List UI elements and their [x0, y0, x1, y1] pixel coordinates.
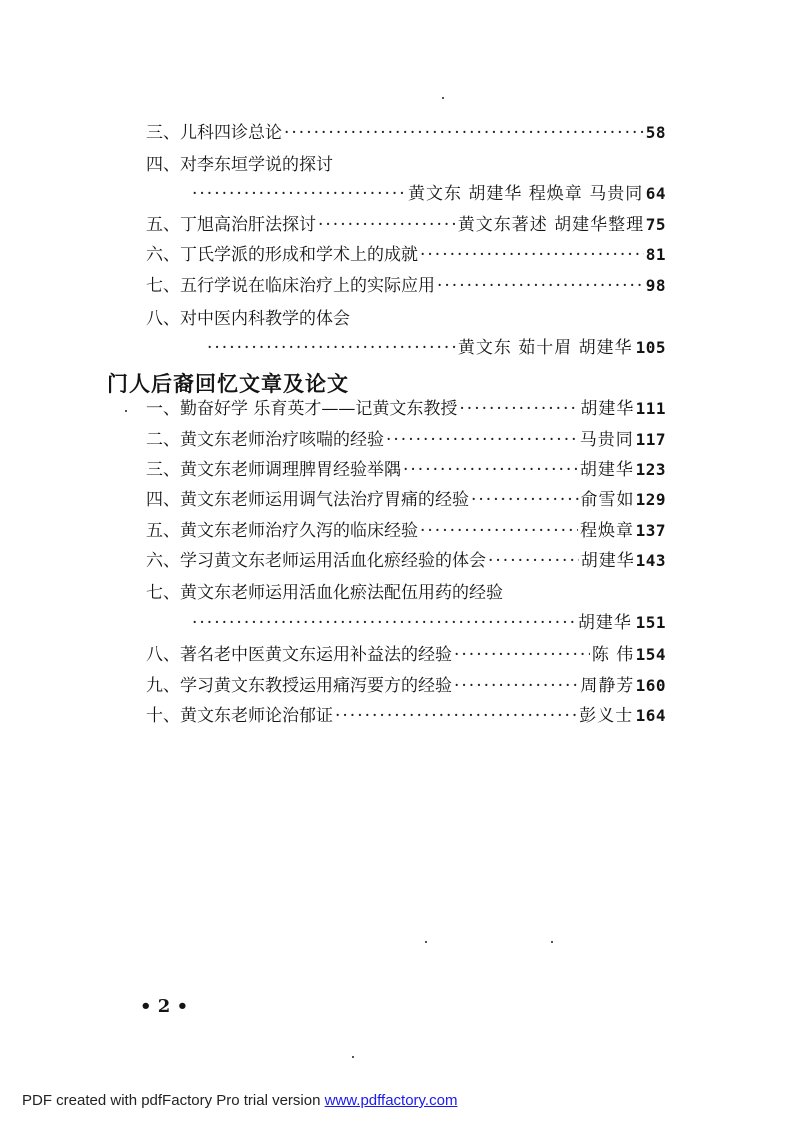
entry-author: 彭义士 [579, 706, 634, 726]
entry-author: 马贵同 [579, 430, 634, 450]
toc-entry-continuation [190, 610, 666, 636]
page-number: 129 [635, 490, 666, 509]
entry-title: 学习黄文东老师运用活血化瘀经验的体会 [180, 551, 486, 571]
toc-entry [146, 518, 666, 544]
entry-author: 黄文东 胡建华 程焕章 马贵同 [408, 184, 644, 204]
entry-author: 程焕章 [580, 521, 635, 541]
toc-entry [146, 396, 666, 422]
entry-title: 黄文东老师调理脾胃经验举隅 [180, 460, 401, 480]
entry-title: 丁氏学派的形成和学术上的成就 [180, 245, 418, 265]
entry-number: 四、 [146, 155, 180, 175]
entry-title: 对李东垣学说的探讨 [180, 155, 333, 175]
toc-entry [146, 457, 666, 483]
section-heading: 门人后裔回忆文章及论文 [107, 371, 349, 396]
toc-entry [146, 306, 350, 332]
scan-speck [551, 941, 553, 943]
toc-entry [146, 487, 666, 513]
page-number: 123 [635, 460, 666, 479]
page-number: 164 [635, 706, 666, 725]
page-number: 111 [635, 399, 666, 418]
entry-title: 黄文东老师运用调气法治疗胃痛的经验 [180, 490, 469, 510]
dot-leader [192, 181, 406, 207]
entry-title: 勤奋好学 乐育英才——记黄文东教授 [180, 399, 458, 419]
page-number-footer: • 2 • [140, 996, 189, 1017]
entry-title: 黄文东老师运用活血化瘀法配伍用药的经验 [180, 583, 503, 603]
toc-entry [146, 273, 666, 299]
entry-number: 四、 [146, 490, 180, 510]
entry-title: 学习黄文东教授运用痛泻要方的经验 [180, 676, 452, 696]
dot-leader [437, 273, 644, 299]
entry-author: 陈 伟 [591, 645, 635, 665]
page-number: 105 [635, 338, 666, 357]
toc-entry [146, 120, 666, 146]
dot-leader [386, 427, 578, 453]
page-number: 160 [635, 676, 666, 695]
dot-leader [284, 120, 644, 146]
scan-speck [442, 97, 444, 99]
entry-number: 八、 [146, 645, 180, 665]
page-number: 58 [645, 123, 666, 142]
entry-title: 黄文东老师论治郁证 [180, 706, 333, 726]
entry-number: 三、 [146, 460, 180, 480]
entry-title: 黄文东老师治疗久泻的临床经验 [180, 521, 418, 541]
entry-author: 胡建华 [579, 460, 634, 480]
entry-title: 五行学说在临床治疗上的实际应用 [180, 276, 435, 296]
entry-author: 俞雪如 [580, 490, 635, 510]
page-number: 143 [635, 551, 666, 570]
entry-number: 五、 [146, 521, 180, 541]
page-number: 137 [635, 521, 666, 540]
entry-title: 著名老中医黄文东运用补益法的经验 [180, 645, 452, 665]
dot-leader [459, 396, 578, 422]
toc-entry [146, 152, 333, 178]
page-number: 98 [645, 276, 666, 295]
dot-leader [403, 457, 578, 483]
toc-entry [146, 427, 666, 453]
pdf-watermark-banner [22, 1092, 457, 1109]
pdffactory-link[interactable]: www.pdffactory.com [324, 1092, 458, 1109]
entry-number: 二、 [146, 430, 180, 450]
toc-entry [146, 212, 666, 238]
dot-leader [454, 642, 590, 668]
toc-entry [146, 673, 666, 699]
entry-title: 丁旭高治肝法探讨 [180, 215, 316, 235]
toc-entry-continuation [205, 335, 666, 361]
page-number: 81 [645, 245, 666, 264]
entry-author: 黄文东 茹十眉 胡建华 [457, 338, 633, 358]
entry-title: 儿科四诊总论 [180, 123, 282, 143]
page-number: 154 [635, 645, 666, 664]
toc-entry-continuation [190, 181, 666, 207]
scan-speck [125, 410, 127, 412]
entry-number: 九、 [146, 676, 180, 696]
entry-author: 黄文东著述 胡建华整理 [457, 215, 645, 235]
dot-leader [192, 610, 576, 636]
dot-leader [471, 487, 579, 513]
dot-leader [420, 518, 578, 544]
entry-title: 对中医内科教学的体会 [180, 309, 350, 329]
entry-number: 八、 [146, 309, 180, 329]
toc-entry [146, 580, 503, 606]
dot-leader [488, 548, 579, 574]
entry-number: 六、 [146, 245, 180, 265]
toc-entry [146, 703, 666, 729]
dot-leader [420, 242, 644, 268]
entry-author: 胡建华 [580, 399, 635, 419]
entry-title: 黄文东老师治疗咳喘的经验 [180, 430, 384, 450]
page-number: 75 [645, 215, 666, 234]
entry-author: 周静芳 [580, 676, 635, 696]
page-number: 64 [645, 184, 666, 203]
entry-author: 胡建华 [580, 551, 635, 571]
entry-number: 七、 [146, 276, 180, 296]
scan-speck [352, 1056, 354, 1058]
dot-leader [454, 673, 578, 699]
toc-entry [146, 642, 666, 668]
dot-leader [207, 335, 456, 361]
entry-number: 七、 [146, 583, 180, 603]
entry-number: 十、 [146, 706, 180, 726]
page-number: 117 [635, 430, 666, 449]
dot-leader [335, 703, 577, 729]
scan-speck [425, 941, 427, 943]
page-number: 151 [635, 613, 666, 632]
toc-entry [146, 242, 666, 268]
dot-leader [318, 212, 456, 238]
entry-number: 六、 [146, 551, 180, 571]
entry-number: 三、 [146, 123, 180, 143]
banner-text: PDF created with pdfFactory Pro trial version [22, 1092, 325, 1109]
entry-number: 一、 [146, 399, 180, 419]
entry-author: 胡建华 [577, 613, 632, 633]
toc-entry [146, 548, 666, 574]
entry-number: 五、 [146, 215, 180, 235]
